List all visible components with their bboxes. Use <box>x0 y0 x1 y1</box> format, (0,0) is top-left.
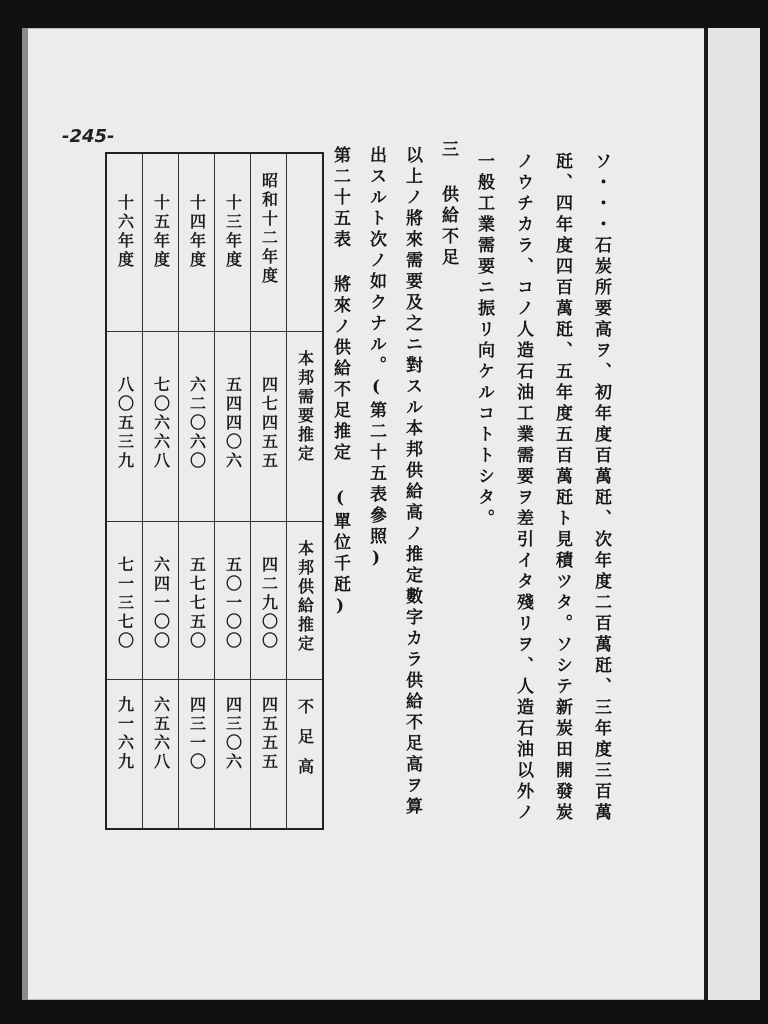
text-line-5: 以上ノ將來需要及之ニ對スル本邦供給高ノ推定數字カラ供給不足高ヲ算 <box>402 146 422 818</box>
supply-cell: 五〇一〇〇 <box>215 521 251 679</box>
shortage-cell: 四三〇六 <box>215 679 251 829</box>
shortage-header: 不足高 <box>287 679 324 829</box>
text-line-3: ノウチカラ、コノ人造石油工業需要ヲ差引イタ殘リヲ、人造石油以外ノ <box>513 152 533 824</box>
year-cell: 十四年度 <box>179 153 215 331</box>
text-line-6: 出スルト次ノ如クナル。(第二十五表參照) <box>366 146 386 572</box>
demand-cell: 七〇六六八 <box>143 331 179 521</box>
demand-cell: 五四四〇六 <box>215 331 251 521</box>
supply-cell: 七一三七〇 <box>106 521 143 679</box>
supply-shortage-table <box>105 152 324 830</box>
page-number: -245- <box>62 126 115 147</box>
section-heading: 三 供給不足 <box>438 140 458 269</box>
text-line-1: ソ・・・石炭所要高ヲ、初年度百萬瓩、次年度二百萬瓩、三年度三百萬 <box>591 152 611 824</box>
supply-cell: 五七七五〇 <box>179 521 215 679</box>
table-title: 第二十五表 將來ノ供給不足推定 (單位千瓩) <box>330 146 350 620</box>
demand-cell: 八〇五三九 <box>106 331 143 521</box>
year-cell: 十三年度 <box>215 153 251 331</box>
shortage-cell: 六五六八 <box>143 679 179 829</box>
year-cell: 十五年度 <box>143 153 179 331</box>
text-line-4: 一般工業需要ニ振リ向ケルコトトシタ。 <box>474 152 494 530</box>
supply-header: 本邦供給推定 <box>287 521 324 679</box>
text-line-2: 瓩、四年度四百萬瓩、五年度五百萬瓩ト見積ツタ。ソシテ新炭田開發炭 <box>552 152 572 824</box>
adjacent-page-strip <box>708 28 760 1000</box>
year-cell: 昭和十二年度 <box>251 153 287 331</box>
demand-cell: 六二〇六〇 <box>179 331 215 521</box>
binding-edge <box>22 28 28 1000</box>
supply-cell: 六四一〇〇 <box>143 521 179 679</box>
shortage-cell: 四五五五 <box>251 679 287 829</box>
supply-cell: 四二九〇〇 <box>251 521 287 679</box>
demand-cell: 四七四五五 <box>251 331 287 521</box>
year-cell: 十六年度 <box>106 153 143 331</box>
shortage-cell: 四三一〇 <box>179 679 215 829</box>
shortage-cell: 九一六九 <box>106 679 143 829</box>
demand-header: 本邦需要推定 <box>287 331 324 521</box>
header-corner-cell <box>287 153 324 331</box>
